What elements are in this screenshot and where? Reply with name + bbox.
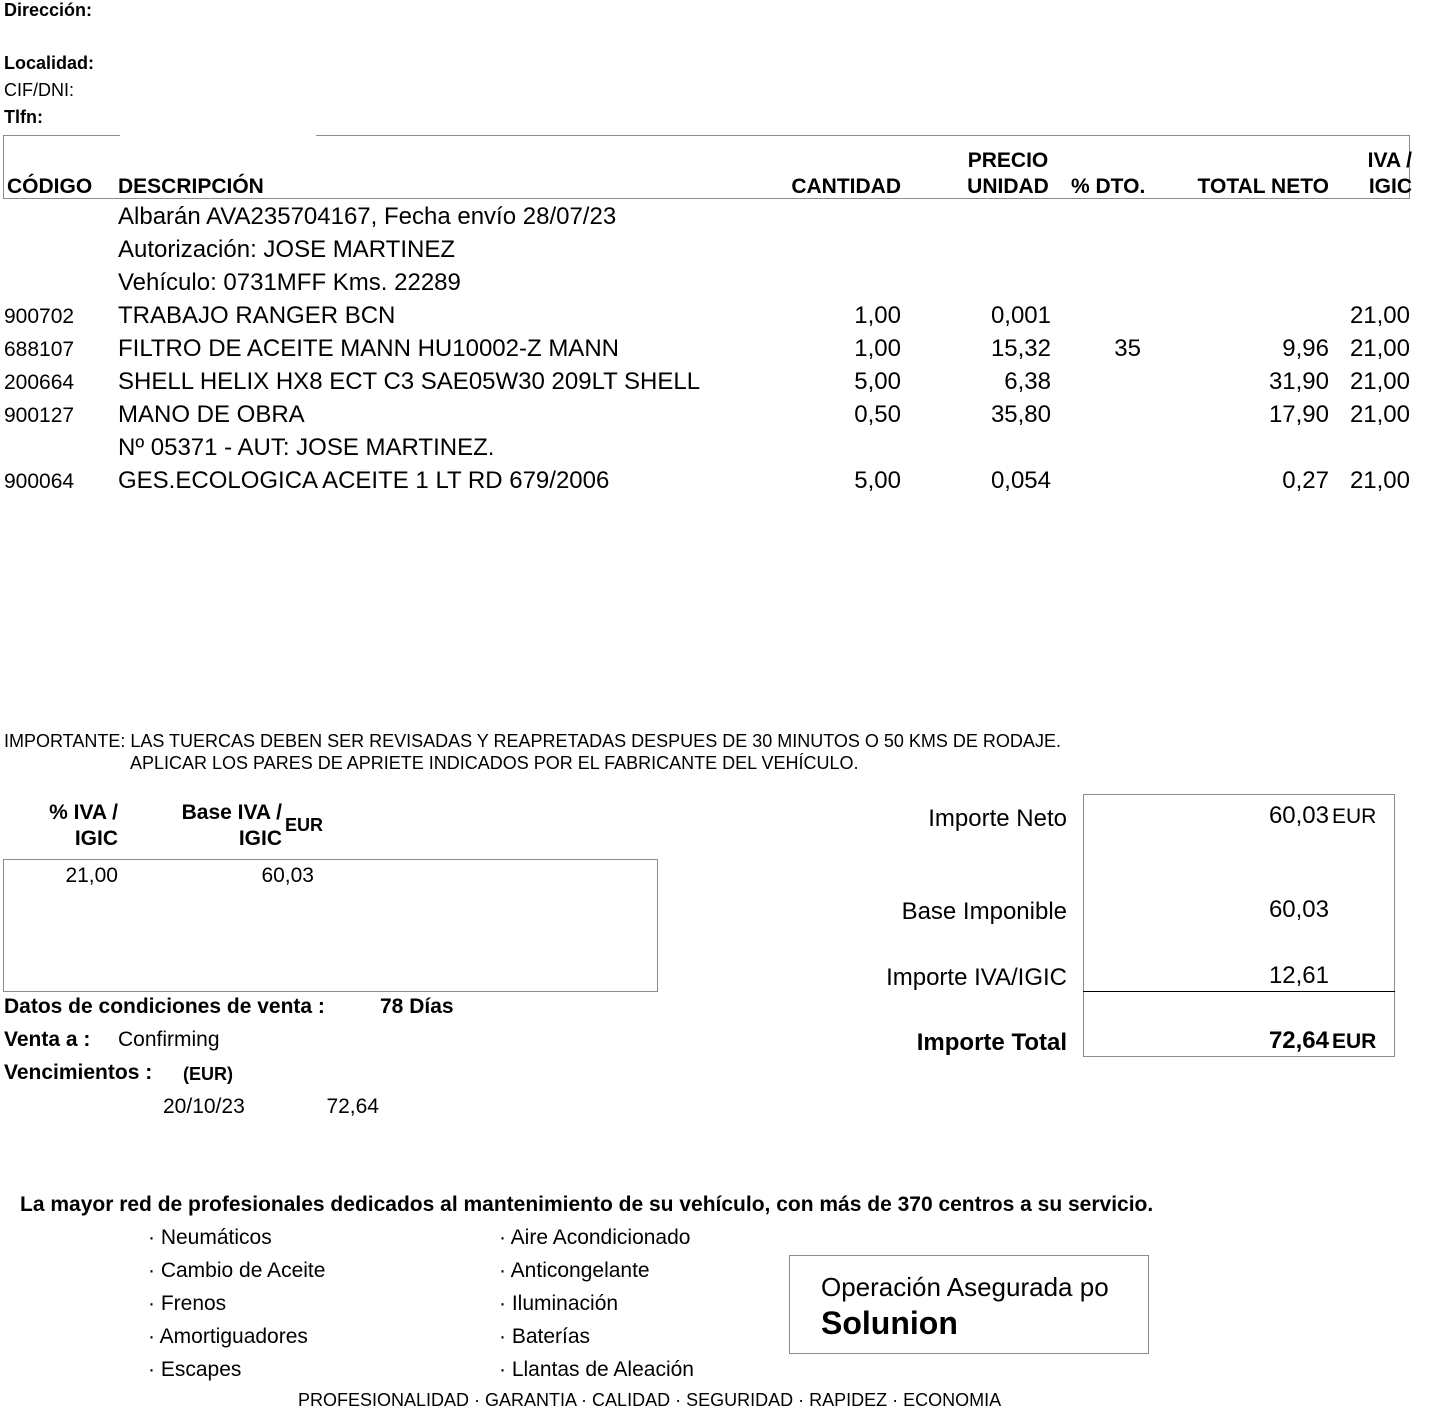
service-item: · Neumáticos [148, 1226, 272, 1249]
row-unit-price: 0,054 [990, 467, 1051, 494]
localidad-label: Localidad: [4, 53, 95, 73]
importe-neto-label: Importe Neto [928, 805, 1067, 832]
notice-line-1: IMPORTANTE: LAS TUERCAS DEBEN SER REVISADAS Y REAPRETADAS DESPUES DE 30 MINUTOS O 50 KMS DE RODAJE. [4, 731, 1061, 751]
service-item: · Amortiguadores [148, 1325, 308, 1348]
row-unit-price: 0,001 [990, 302, 1051, 329]
row-discount: 35 [1114, 335, 1141, 362]
row-description: GES.ECOLOGICA ACEITE 1 LT RD 679/2006 [118, 467, 610, 494]
importe-total-label: Importe Total [916, 1029, 1067, 1056]
row-total-neto: 31,90 [1268, 368, 1329, 395]
vat-header-pct-line2: IGIC [74, 827, 118, 850]
header-precio-line2: UNIDAD [967, 175, 1049, 198]
venta-label: Venta a : [4, 1028, 91, 1051]
base-imponible-label: Base Imponible [901, 898, 1067, 925]
row-description: Autorización: JOSE MARTINEZ [118, 236, 455, 263]
service-item: · Iluminación [499, 1292, 619, 1315]
vat-header-base [182, 800, 282, 852]
row-total-neto: 17,90 [1268, 401, 1329, 428]
vat-base-value: 60,03 [261, 864, 314, 887]
importe-neto-value: 60,03 [1268, 802, 1329, 829]
header-gap [120, 130, 316, 138]
header-codigo: CÓDIGO [7, 175, 93, 198]
row-iva: 21,00 [1349, 368, 1410, 395]
row-description: Vehículo: 0731MFF Kms. 22289 [118, 269, 461, 296]
row-description: Albarán AVA235704167, Fecha envío 28/07/23 [118, 203, 617, 230]
insurance-line-2: Solunion [821, 1305, 958, 1341]
row-code: 900127 [4, 404, 75, 427]
table-row [0, 335, 1440, 368]
importe-total-currency: EUR [1332, 1030, 1377, 1053]
row-total-neto: 0,27 [1282, 467, 1329, 494]
service-item: · Anticongelante [499, 1259, 650, 1282]
table-row [0, 302, 1440, 335]
vat-header-currency: EUR [285, 815, 324, 835]
importe-total-value: 72,64 [1268, 1027, 1329, 1054]
vencimiento-amount: 72,64 [326, 1095, 379, 1118]
row-description: FILTRO DE ACEITE MANN HU10002-Z MANN [118, 335, 619, 362]
vencimiento-date: 20/10/23 [163, 1095, 245, 1118]
importe-neto-currency: EUR [1332, 805, 1377, 828]
service-item: · Aire Acondicionado [499, 1226, 691, 1249]
service-item: · Cambio de Aceite [148, 1259, 326, 1282]
row-code: 900064 [4, 470, 75, 493]
base-imponible-value: 60,03 [1268, 896, 1329, 923]
insurance-line-1: Operación Asegurada po [821, 1272, 1109, 1302]
vencimientos-label: Vencimientos : [4, 1061, 153, 1084]
totals-divider [1083, 991, 1395, 992]
table-row [0, 368, 1440, 401]
row-iva: 21,00 [1349, 335, 1410, 362]
row-quantity: 0,50 [854, 401, 901, 428]
vat-pct-value: 21,00 [65, 864, 118, 887]
row-description: Nº 05371 - AUT: JOSE MARTINEZ. [118, 434, 495, 461]
row-code: 688107 [4, 338, 75, 361]
table-row [0, 401, 1440, 434]
header-descripcion: DESCRIPCIÓN [118, 175, 264, 198]
header-iva-line2: IGIC [1368, 175, 1412, 198]
conditions-days: 78 Días [380, 995, 454, 1018]
header-cantidad: CANTIDAD [791, 175, 901, 198]
header-precio [960, 148, 1056, 200]
footer-tagline: La mayor red de profesionales dedicados al mantenimiento de su vehículo, con más de 370 centros a su servicio. [20, 1193, 1154, 1216]
importe-iva-value: 12,61 [1268, 962, 1329, 989]
header-iva-line1: IVA / [1367, 149, 1412, 172]
header-dto: % DTO. [1071, 175, 1146, 198]
service-item: · Escapes [148, 1358, 242, 1381]
row-iva: 21,00 [1349, 401, 1410, 428]
row-unit-price: 35,80 [990, 401, 1051, 428]
vencimientos-currency: (EUR) [183, 1064, 233, 1084]
row-quantity: 1,00 [854, 302, 901, 329]
footer-values: PROFESIONALIDAD · GARANTIA · CALIDAD · SEGURIDAD · RAPIDEZ · ECONOMIA [298, 1390, 1002, 1410]
header-total-neto: TOTAL NETO [1197, 175, 1329, 198]
cif-label: CIF/DNI: [4, 80, 74, 100]
row-quantity: 5,00 [854, 467, 901, 494]
importe-iva-label: Importe IVA/IGIC [886, 964, 1067, 991]
venta-value: Confirming [118, 1028, 220, 1051]
row-unit-price: 6,38 [1004, 368, 1051, 395]
row-code: 900702 [4, 305, 75, 328]
row-iva: 21,00 [1349, 302, 1410, 329]
row-code: 200664 [4, 371, 75, 394]
row-unit-price: 15,32 [990, 335, 1051, 362]
conditions-label: Datos de condiciones de venta : [4, 995, 325, 1018]
direccion-label: Dirección: [4, 0, 93, 20]
totals-box [1083, 794, 1395, 1057]
header-iva [1368, 148, 1412, 200]
row-description: MANO DE OBRA [118, 401, 305, 428]
vat-header-pct [49, 800, 118, 852]
row-total-neto: 9,96 [1282, 335, 1329, 362]
table-row [0, 467, 1440, 500]
row-description: TRABAJO RANGER BCN [118, 302, 396, 329]
vat-header-pct-line1: % IVA / [49, 801, 118, 824]
notice-line-2: APLICAR LOS PARES DE APRIETE INDICADOS POR EL FABRICANTE DEL VEHÍCULO. [130, 753, 859, 773]
table-row [0, 434, 1440, 467]
table-row [0, 236, 1440, 269]
service-item: · Llantas de Aleación [499, 1358, 694, 1381]
service-item: · Frenos [148, 1292, 227, 1315]
row-description: SHELL HELIX HX8 ECT C3 SAE05W30 209LT SHELL [118, 368, 701, 395]
table-row [0, 269, 1440, 302]
vat-header-base-line1: Base IVA / [181, 801, 282, 824]
header-precio-line1: PRECIO [967, 149, 1049, 172]
row-quantity: 1,00 [854, 335, 901, 362]
vat-header-base-line2: IGIC [238, 827, 282, 850]
service-item: · Baterías [499, 1325, 591, 1348]
row-iva: 21,00 [1349, 467, 1410, 494]
tlfn-label: Tlfn: [4, 107, 43, 127]
table-row [0, 203, 1440, 236]
row-quantity: 5,00 [854, 368, 901, 395]
